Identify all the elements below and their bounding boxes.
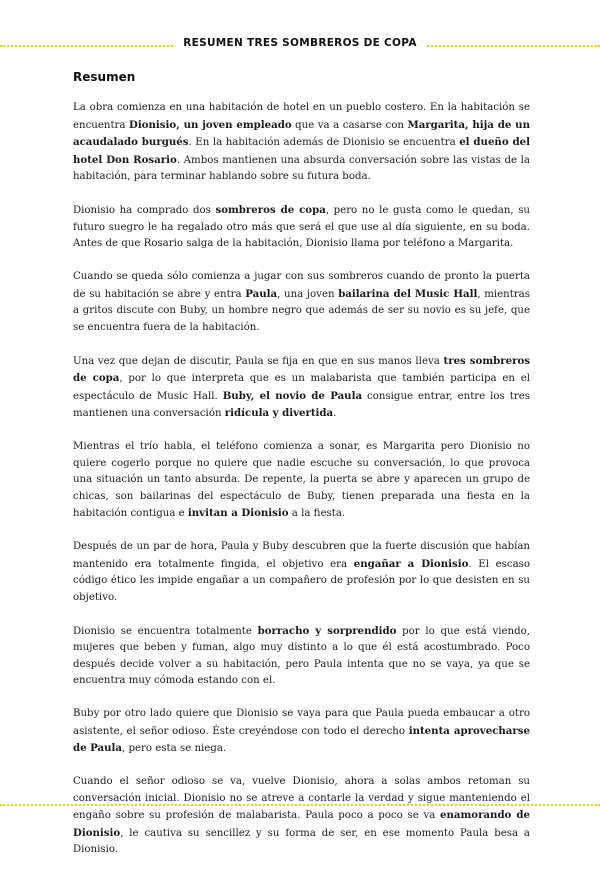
text-run: . El escaso código ético les impide engañar a un compañero de profesión por lo que desisten en su objetivo. [73, 558, 531, 603]
text-run: , mientras a gritos discute con Buby, un hombre negro que además de ser su novio es su jefe, que se encuentra fuera de la habitación. [73, 288, 530, 333]
text-run: , le cautiva su sencillez y su forma de ser, en ese momento Paula besa a Dionisio. [73, 827, 530, 855]
paragraph [73, 706, 530, 758]
text-run: . [333, 408, 337, 419]
text-run: La obra comienza en una habitación de hotel en un pueblo costero. En la habitación se encuentra [73, 102, 530, 131]
text-run: Buby por otro lado quiere que Dionisio se vaya para que Paula pueda embaucar a otro asistente, el señor odioso. Éste creyéndose con todo el derecho [73, 708, 530, 737]
bold-phrase: Dionisio, un joven empleado [129, 118, 292, 131]
text-run: Una vez que dejan de discutir, Paula se fija en que en sus manos lleva [73, 355, 444, 367]
bold-phrase: sombreros de copa [215, 204, 326, 216]
paragraph [73, 353, 530, 423]
text-run: . En la habitación además de Dionisio se encuentra [188, 137, 460, 148]
bold-phrase: el dueño del hotel Don Rosario [73, 136, 530, 166]
bold-phrase: ridícula y divertida [224, 407, 334, 419]
header-title-text: RESUMEN TRES SOMBREROS DE COPA [175, 37, 425, 49]
section-heading: Resumen [73, 70, 136, 84]
text-run: por lo que está viendo, mujeres que beben y fuman, algo muy distinto a lo que él está acostumbrado. Poco después decide volver a su habitación, pero Paula intenta que no se vaya, ya que se encuentra muy cómoda estando con el. [73, 625, 530, 686]
bold-phrase: engañar a Dionisio [353, 557, 469, 570]
bold-phrase: Paula [245, 287, 278, 300]
bold-phrase: Margarita, hija de un acaudalado burgués [73, 118, 530, 148]
bold-phrase: borracho y sorprendido [257, 624, 397, 637]
bold-phrase: tres sombreros de copa [73, 354, 530, 384]
text-run: Después de un par de hora, Paula y Buby descubren que la fuerte discusión que habían mantenido era totalmente fingida, el objetivo era [73, 541, 530, 570]
text-run: , pero no le gusta como le quedan, su futuro suegro le ha regalado otro más que será el que use al día siguiente, en su boda. Antes de que Rosario salga de la habitación, Dionisio llama por teléfono a Margarita. [73, 205, 530, 249]
paragraph [73, 100, 530, 186]
text-run: , pero esta se niega. [122, 743, 227, 754]
bottom-dotted-rule [0, 804, 600, 806]
header-title [0, 37, 600, 49]
text-run: consigue entrar, entre los tres mantienen una conversación [73, 390, 530, 419]
text-run: , por lo que interpreta que es un malabarista que también participa en el espectáculo de Music Hall. [73, 373, 530, 402]
paragraph [73, 269, 530, 336]
summary-body [73, 100, 530, 875]
bold-phrase: enamorando de Dionisio [73, 809, 530, 839]
text-run: que va a casarse con [291, 119, 408, 131]
bold-phrase: intenta aprovecharse de Paula [73, 724, 530, 754]
bold-phrase: bailarina del Music Hall [338, 287, 478, 300]
text-run: Cuando se queda sólo comienza a jugar con sus sombreros cuando de pronto la puerta de su habitación se abre y entra [73, 271, 530, 300]
paragraph [73, 623, 530, 690]
text-run: Dionisio ha comprado dos [73, 205, 216, 216]
bold-phrase: Buby, el novio de Paula [222, 389, 363, 402]
text-run: Cuando el señor odioso se va, vuelve Dionisio, ahora a solas ambos retoman su conversación inicial. Dionisio no se atreve a contarle la verdad y sigue manteniendo el engaño sobre su profesión de malabarista. Paula poco a poco se va [73, 776, 530, 821]
text-run: Mientras el trío habla, el teléfono comienza a sonar, es Margarita pero Dionisio no quiere cogerlo porque no quiere que nadie escuche su conversación, lo que provoca una situación un tanto absurda. De repente, la puerta se abre y aparecen un grupo de chicas, son bailarinas del espectáculo de Buby, tienen preparada una fiesta en la habitación contigua e [73, 441, 530, 519]
bold-phrase: invitan a Dionisio [187, 507, 289, 519]
paragraph [73, 202, 530, 253]
paragraph [73, 439, 530, 523]
text-run: , una joven [277, 288, 339, 300]
paragraph [73, 539, 530, 606]
text-run: a la fiesta. [288, 508, 346, 519]
text-run: Dionisio se encuentra totalmente [73, 625, 258, 637]
paragraph [73, 774, 530, 859]
text-run: . Ambos mantienen una absurda conversación sobre las vistas de la habitación, para terminar hablando sobre su futura boda. [73, 154, 530, 182]
